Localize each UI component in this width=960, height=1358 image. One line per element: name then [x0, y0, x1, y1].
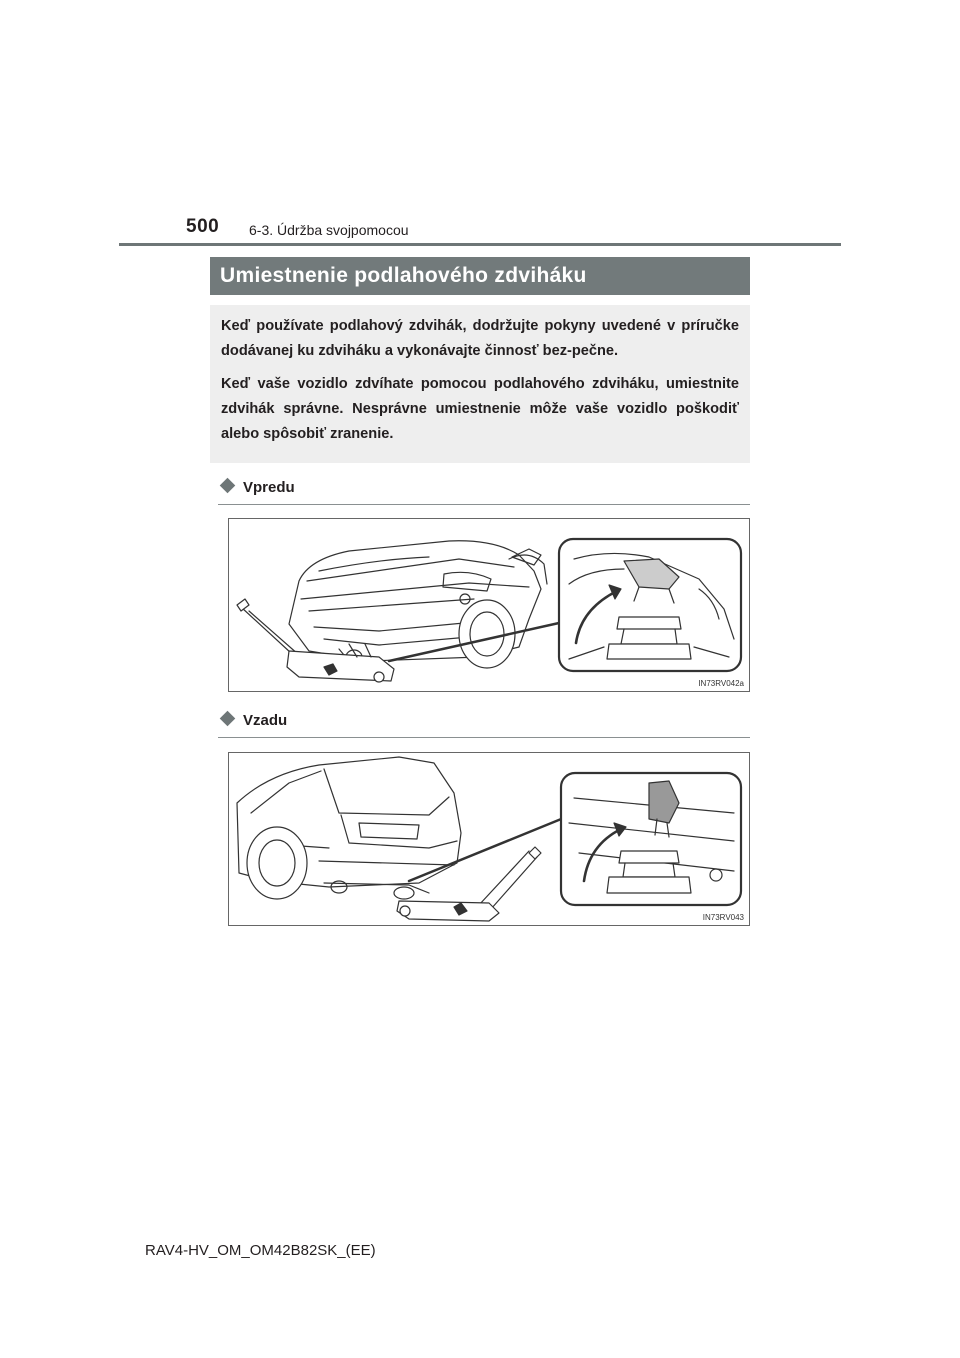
section-title-bar [210, 257, 750, 295]
subheading-front [218, 479, 750, 496]
front-jack-illustration [229, 519, 750, 692]
document-footer: RAV4-HV_OM_OM42B82SK_(EE) [145, 1242, 376, 1259]
subheading-front-label: Vpredu [243, 479, 295, 496]
figure-rear-jack-point [228, 752, 750, 926]
header-rule [119, 243, 841, 246]
subheading-rule [218, 737, 750, 738]
figure-code-rear: IN73RV043 [702, 913, 744, 922]
diamond-bullet-icon [220, 711, 236, 727]
section-reference: 6-3. Údržba svojpomocou [249, 222, 409, 238]
intro-paragraph-2: Keď vaše vozidlo zdvíhate pomocou podlahového zdviháku, umiestnite zdvihák správne. Nesprávne umiestnenie môže vaše vozidlo poškodiť alebo spôsobiť zranenie. [221, 376, 739, 442]
subheading-rear [218, 712, 750, 729]
subheading-rule [218, 504, 750, 505]
figure-code-front: IN73RV042a [698, 679, 744, 688]
page-number: 500 [186, 216, 220, 237]
diamond-bullet-icon [220, 478, 236, 494]
rear-jack-illustration [229, 753, 750, 926]
figure-front-jack-point [228, 518, 750, 692]
intro-paragraph-1: Keď používate podlahový zdvihák, dodržujte pokyny uvedené v príručke dodávanej ku zdviháku a vykonávajte činnosť bez-pečne. [221, 318, 739, 359]
page-title: Umiestnenie podlahového zdviháku [220, 264, 587, 287]
intro-box [210, 305, 750, 463]
subheading-rear-label: Vzadu [243, 712, 288, 729]
